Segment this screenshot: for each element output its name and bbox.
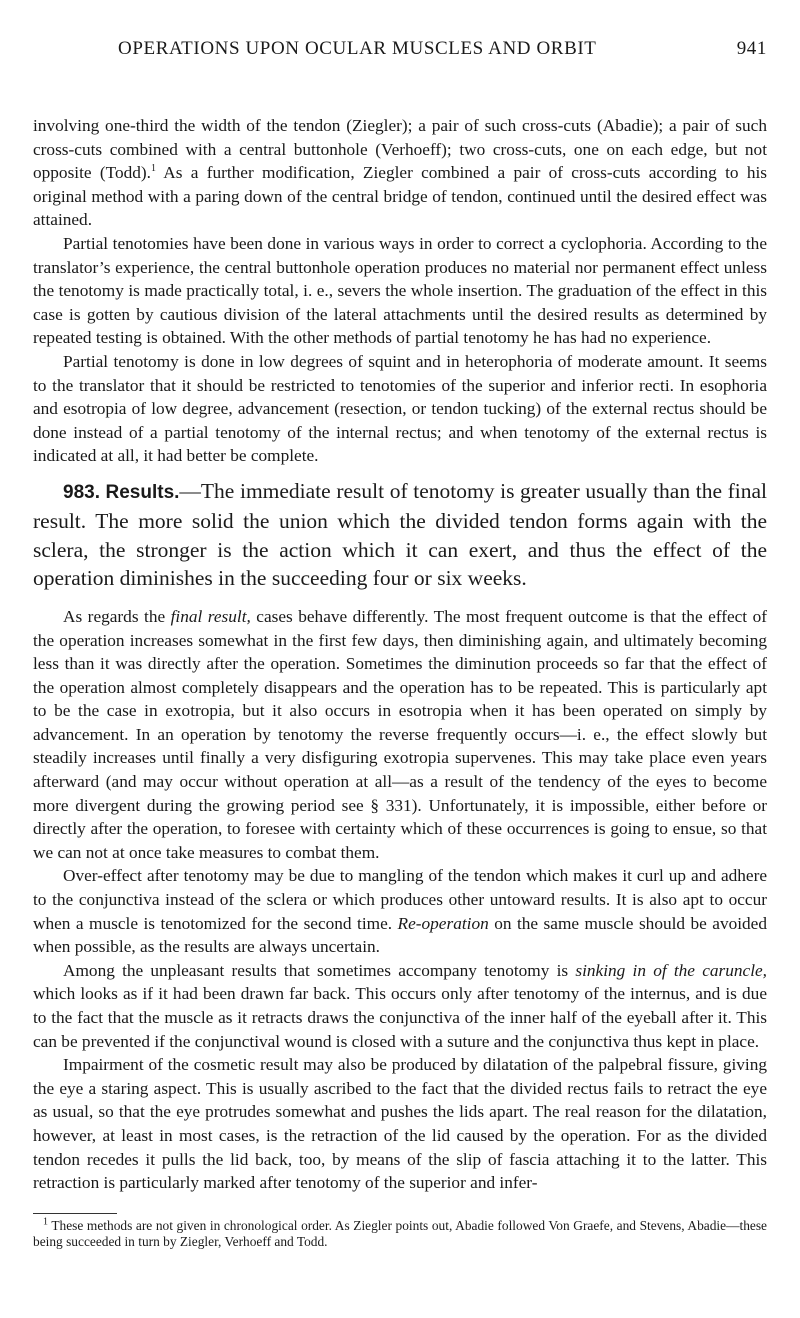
paragraph-text: on the same muscle should be avoided when possible, as the results are always uncertain.	[33, 913, 767, 957]
paragraph-partial-tenotomy-indications: Partial tenotomy is done in low degrees of squint and in heterophoria of moderate amount. It seems to the translator that it should be restricted to tenotomies of the superior and inferior recti. In esophoria and esotropia of low degree, advancement (resection, or tendon tucking) of the external rectus should be done instead of a partial tenotomy of the internal rectus; and when tenotomy of the external rectus is indicated at all, it had better be complete.	[33, 351, 767, 466]
emphasis-text: Re-operation	[397, 913, 489, 933]
paragraph-cyclophoria: Partial tenotomies have been done in various ways in order to correct a cyclophoria. According to the translator’s experience, the central buttonhole operation produces no material nor permanent effect unless the tenotomy is made practically total, i. e., severs the whole insertion. The graduation of the effect in this case is gotten by cautious division of the lateral attachments until the desired results as determined by repeated testing is obtained. With the other methods of partial tenotomy he has had no experience.	[33, 233, 767, 348]
running-title: OPERATIONS UPON OCULAR MUSCLES AND ORBIT	[118, 38, 597, 59]
paragraph-text: involving one-third the width of the tendon (Ziegler); a pair of such cross-cuts (Abadie); a pair of such cross-cuts combined with a central buttonhole (Verhoeff); two cross-cuts, one on each edge, but not opposite (Todd).	[33, 116, 767, 183]
paragraph-text: Among the unpleasant results that sometimes accompany tenotomy is	[63, 960, 576, 980]
footnote-text: These methods are not given in chronological order. As Ziegler points out, Abadie followed Von Graefe, and Stevens, Abadie—these being succeeded in turn by Ziegler, Verhoeff and Todd.	[33, 1217, 767, 1250]
footnote-divider	[33, 1213, 117, 1214]
footnote-reference: 1	[150, 163, 156, 175]
paragraph-text: Over-effect after tenotomy may be due to mangling of the tendon which makes it curl up and adhere to the conjunctiva instead of the sclera or which produces other untoward results. It is also apt to occur when a muscle is tenotomized for the second time.	[33, 866, 767, 933]
paragraph-palpebral-fissure: Impairment of the cosmetic result may also be produced by dilatation of the palpebral fissure, giving the eye a staring aspect. This is usually ascribed to the fact that the divided rectus fails to retract the eye as usual, so that the eye protrudes somewhat and pushes the lids apart. The real reason for the dilatation, however, at least in most cases, is the retraction of the lid caused by the operation. For as the divided tendon recedes it pulls the lid back, too, by means of the slip of fascia attaching it to the latter. This retraction is particularly marked after tenotomy of the superior and infer-	[33, 1055, 767, 1193]
paragraph-text: As regards the	[63, 606, 171, 626]
paragraph-sinking-caruncle	[33, 959, 767, 1053]
emphasis-text: final result,	[170, 606, 251, 626]
page-number: 941	[736, 38, 767, 59]
footnote-marker: 1	[43, 1216, 48, 1228]
paragraph-text: As a further modification, Ziegler combined a pair of cross-cuts according to his original method with a paring down of the central bridge of tendon, continued until the desired effect was attained.	[33, 163, 767, 230]
section-heading: 983. Results.	[63, 481, 180, 503]
paragraph-partial-tenotomy-variants	[33, 114, 767, 232]
running-header	[33, 32, 767, 60]
book-page	[33, 32, 767, 1251]
paragraph-over-effect	[33, 864, 767, 958]
paragraph-final-result	[33, 605, 767, 865]
section-983-results	[33, 477, 767, 593]
footnote	[33, 1218, 767, 1251]
paragraph-text: which looks as if it had been drawn far back. This occurs only after tenotomy of the internus, and is due to the fact that the muscle as it retracts draws the conjunctiva of the inner half of the eyeball after it. This can be prevented if the conjunctival wound is closed with a suture and the conjunctiva thus kept in place.	[33, 984, 767, 1051]
paragraph-text: cases behave differently. The most frequent outcome is that the effect of the operation increases somewhat in the first few days, then diminishing again, and ultimately becoming less than it was directly after the operation. Sometimes the diminution proceeds so far that the effect of the operation almost completely disappears and the operation has to be repeated. This is particularly apt to be the case in exotropia, but it also occurs in esotropia when it has been operated on simply by advancement. In an operation by tenotomy the reverse frequently occurs—i. e., the effect slowly but steadily increases until finally a very disfiguring exotropia supervenes. This may take place even years afterward (and may occur without operation at all—as a result of the tendency of the eyes to become more divergent during the growing period see § 331). Unfortunately, it is impossible, either before or directly after the operation, to foresee with certainty which of these occurrences is going to ensue, so that we can not at once take measures to combat them.	[33, 606, 767, 862]
emphasis-text: sinking in of the caruncle,	[575, 960, 767, 980]
section-lead-text: —The immediate result of tenotomy is greater usually than the final result. The more solid the union which the divided tendon forms again with the sclera, the stronger is the action which it can exert, and thus the effect of the operation diminishes in the succeeding four or six weeks.	[33, 478, 768, 591]
